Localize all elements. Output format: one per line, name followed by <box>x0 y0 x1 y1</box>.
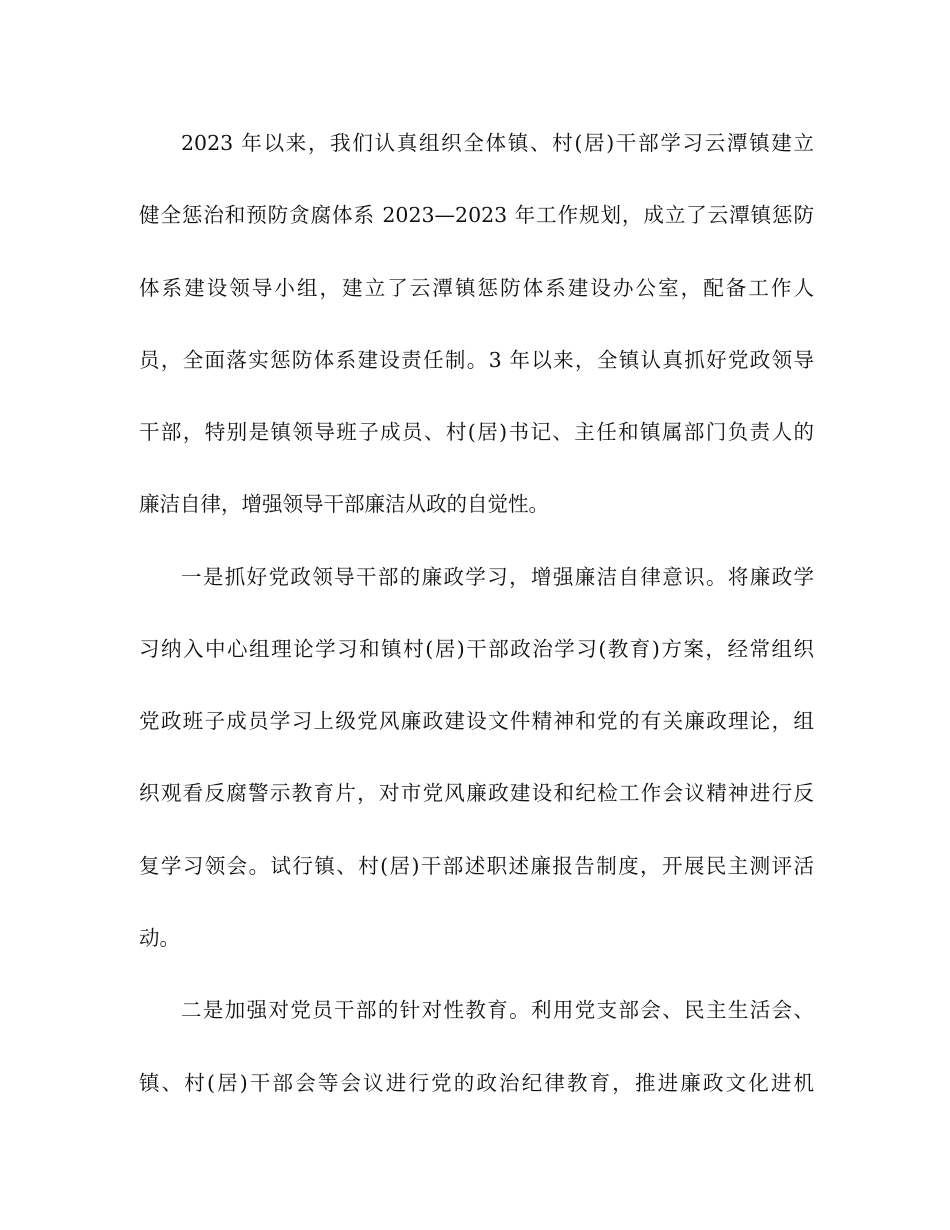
paragraph-2-line-1: 一是抓好党政领导干部的廉政学习，增强廉洁自律意识。将廉政学 <box>181 565 814 589</box>
paragraph-2-line-6: 动。 <box>139 926 180 950</box>
paragraph-2-line-4: 织观看反腐警示教育片，对市党风廉政建设和纪检工作会议精神进行反 <box>139 781 814 805</box>
paragraph-1-line-4: 员，全面落实惩防体系建设责任制。3 年以来，全镇认真抓好党政领导 <box>139 348 814 372</box>
paragraph-1-line-1: 2023 年以来，我们认真组织全体镇、村(居)干部学习云潭镇建立 <box>181 131 814 155</box>
paragraph-1-line-3: 体系建设领导小组，建立了云潭镇惩防体系建设办公室，配备工作人 <box>139 276 814 300</box>
paragraph-1-line-5: 干部，特别是镇领导班子成员、村(居)书记、主任和镇属部门负责人的 <box>139 420 814 444</box>
paragraph-2-line-5: 复学习领会。试行镇、村(居)干部述职述廉报告制度，开展民主测评活 <box>139 854 814 878</box>
paragraph-1-line-2: 健全惩治和预防贪腐体系 2023—2023 年工作规划，成立了云潭镇惩防 <box>139 203 814 227</box>
paragraph-2-line-2: 习纳入中心组理论学习和镇村(居)干部政治学习(教育)方案，经常组织 <box>139 637 814 661</box>
paragraph-2-line-3: 党政班子成员学习上级党风廉政建设文件精神和党的有关廉政理论，组 <box>139 709 814 733</box>
paragraph-3-line-1: 二是加强对党员干部的针对性教育。利用党支部会、民主生活会、 <box>181 998 814 1022</box>
paragraph-1-line-6: 廉洁自律，增强领导干部廉洁从政的自觉性。 <box>139 492 549 516</box>
paragraph-3-line-2: 镇、村(居)干部会等会议进行党的政治纪律教育，推进廉政文化进机 <box>139 1071 814 1095</box>
